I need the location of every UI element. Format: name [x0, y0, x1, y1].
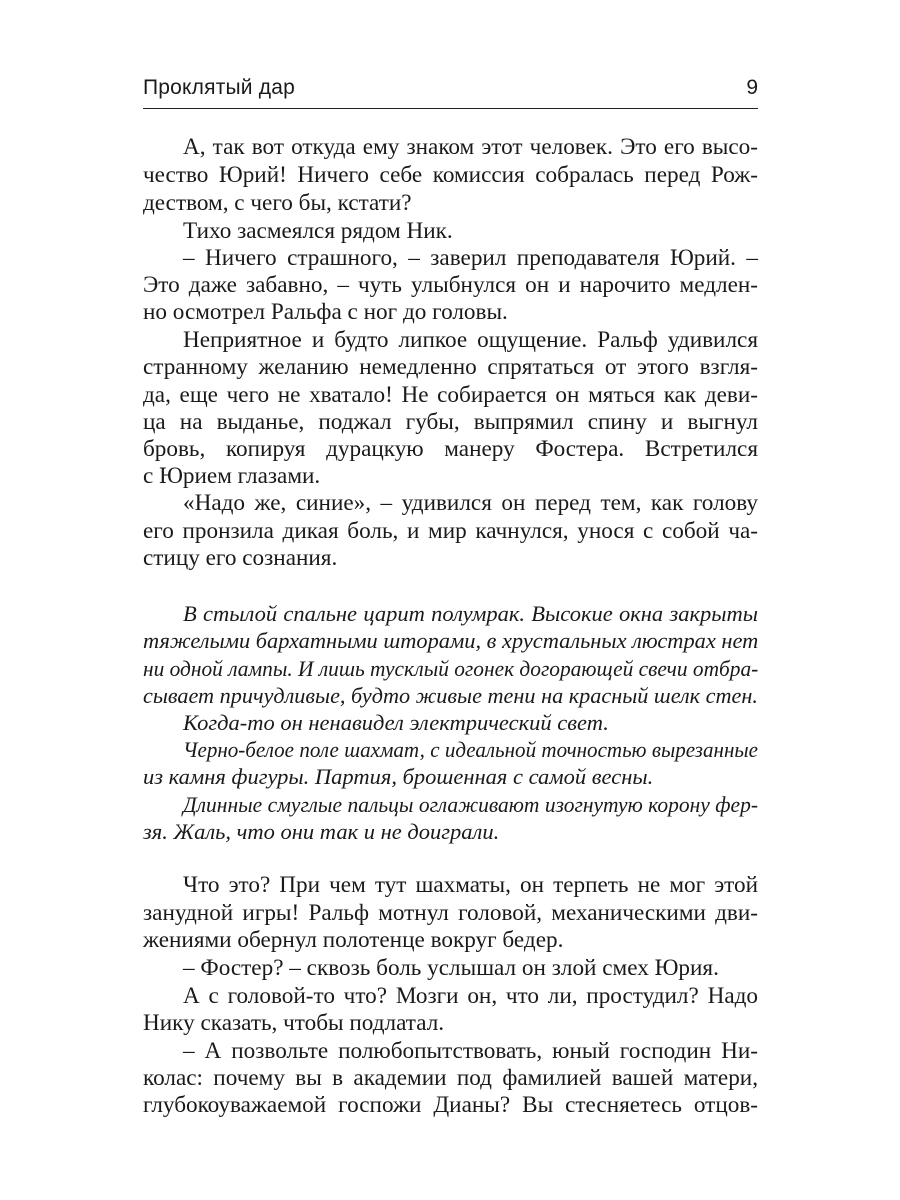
italic-line: тяжелыми бархатными шторами, в хрустальных люстрах нет [143, 628, 759, 653]
text-line: стицу его сознания. [143, 545, 338, 571]
italic-line: Когда-то он ненавидел электрический свет. [183, 710, 609, 735]
text-line: Неприятное и будто липкое ощущение. Ральф удивился [183, 327, 758, 353]
text-line: чество Юрий! Ничего себе комиссия собралась перед Рож- [143, 162, 758, 188]
text-line: Тихо засмеялся рядом Ник. [183, 218, 453, 244]
running-title: Проклятый дар [143, 76, 295, 99]
text-line: – А позвольте полюбопытствовать, юный господин Ни- [183, 1038, 758, 1064]
page-number: 9 [746, 76, 758, 99]
page-header [143, 72, 758, 109]
italic-line: Длинные смуглые пальцы оглаживают изогнутую корону фер- [183, 792, 758, 817]
italic-line: из камня фигуры. Партия, брошенная с самой весны. [143, 764, 654, 789]
italic-line: В стылой спальне царит полумрак. Высокие окна закрыты [183, 601, 758, 626]
text-line: А, так вот откуда ему знаком этот человек. Это его высо- [183, 134, 758, 160]
italic-line: ни одной лампы. И лишь тусклый огонек догорающей свечи отбра- [143, 656, 759, 681]
text-line: деством, с чего бы, кстати? [143, 190, 412, 216]
text-line: ца на выданье, поджал губы, выпрямил спину и выгнул [143, 409, 758, 435]
italic-line: зя. Жаль, что они так и не доиграли. [143, 819, 500, 844]
text-line: его пронзила дикая боль, и мир качнулся, унося с собой ча- [143, 518, 758, 544]
text-line: Что это? При чем тут шахматы, он терпеть не мог этой [183, 872, 758, 898]
text-line: «Надо же, синие», – удивился он перед тем, как голову [183, 490, 758, 516]
text-line: жениями обернул полотенце вокруг бедер. [143, 927, 564, 953]
text-line: с Юрием глазами. [143, 463, 321, 489]
text-line: бровь, копируя дурацкую манеру Фостера. Встретился [143, 436, 758, 462]
text-line: – Ничего страшного, – заверил преподавателя Юрий. – [183, 245, 758, 271]
italic-line: сывает причудливые, будто живые тени на красный шелк стен. [143, 683, 758, 708]
text-line: колас: почему вы в академии под фамилией вашей матери, [143, 1065, 758, 1091]
text-line: Нику сказать, чтобы подлатал. [143, 1010, 445, 1036]
italic-line: Черно-белое поле шахмат, с идеальной точностью вырезанные [183, 737, 758, 762]
text-line: – Фостер? – сквозь боль услышал он злой смех Юрия. [183, 955, 719, 981]
text-line: глубокоуважаемой госпожи Дианы? Вы стесняетесь отцов- [143, 1092, 758, 1118]
text-line: Это даже забавно, – чуть улыбнулся он и нарочито медлен- [143, 272, 758, 298]
text-line: да, еще чего не хватало! Не собирается он мяться как деви- [143, 382, 758, 408]
text-line: странному желанию немедленно спрятаться от этого взгля- [143, 354, 758, 380]
text-line: А с головой-то что? Мозги он, что ли, простудил? Надо [183, 983, 758, 1009]
text-line: но осмотрел Ральфа с ног до головы. [143, 299, 508, 325]
text-line: занудной игры! Ральф мотнул головой, механическими дви- [143, 900, 758, 926]
